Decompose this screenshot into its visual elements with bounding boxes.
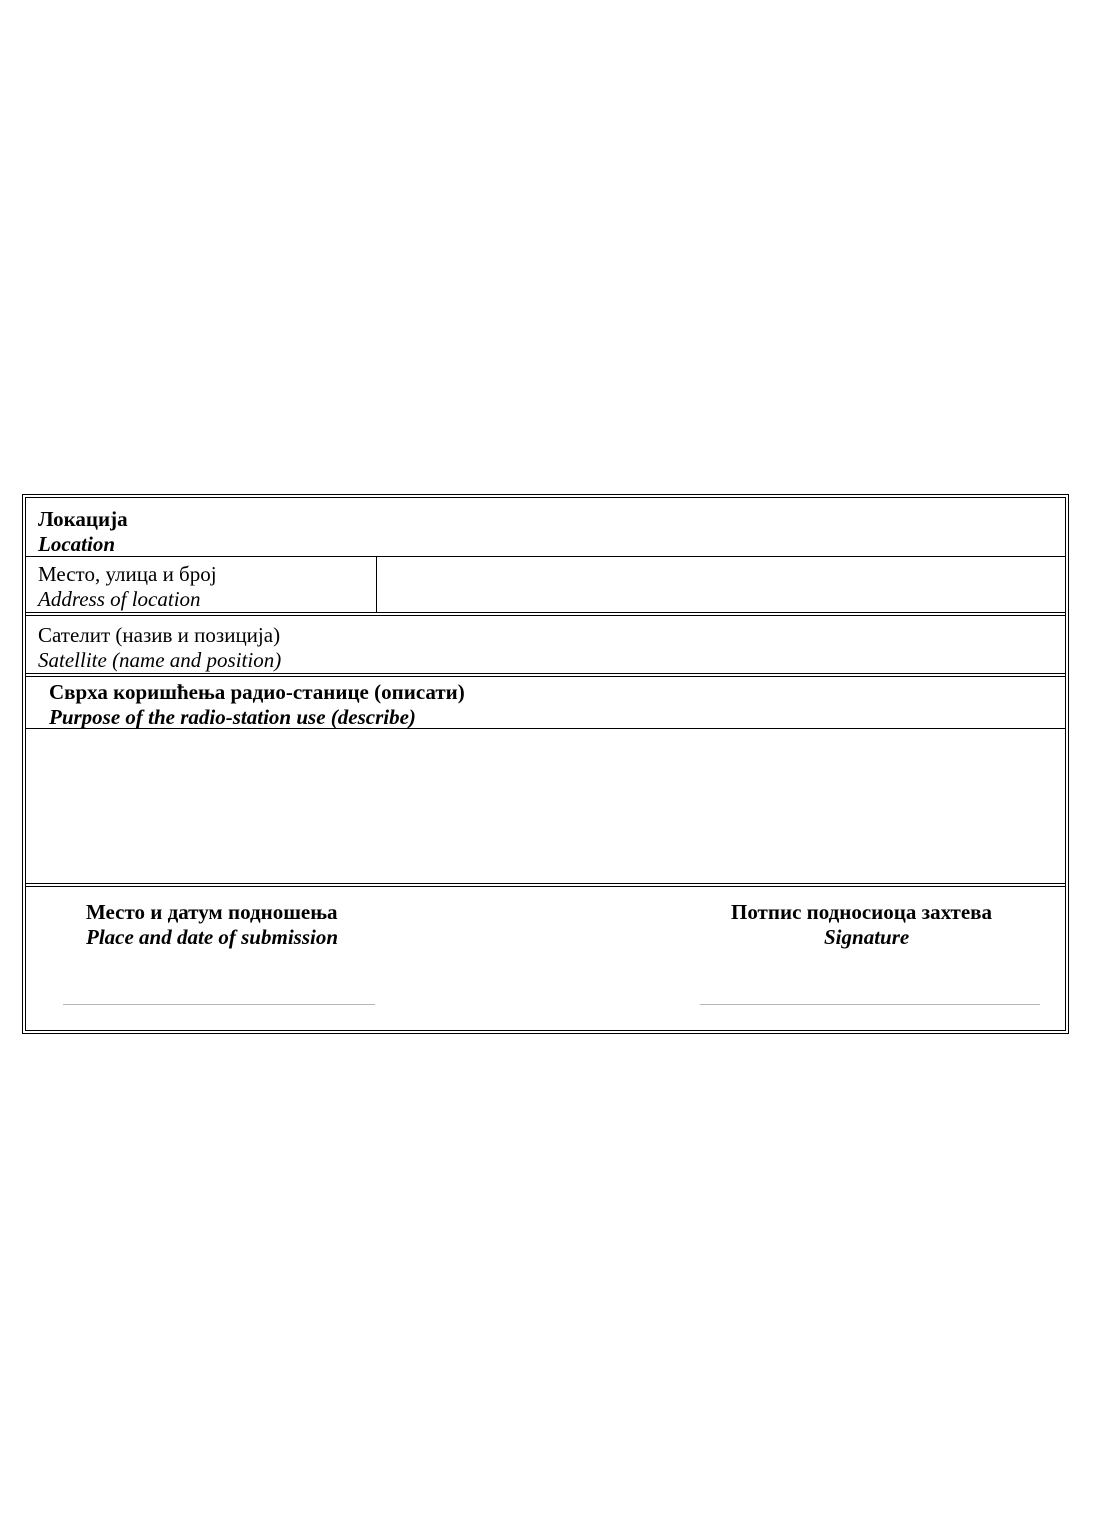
row-divider <box>26 673 1065 674</box>
signature-label: Потпис подносиоца захтева <box>731 900 993 924</box>
address-label-en: Address of location <box>38 587 201 611</box>
submission-label-en: Place and date of submission <box>86 925 339 949</box>
column-divider <box>376 556 377 612</box>
satellite-label-en: Satellite (name and position) <box>38 648 282 672</box>
address-label: Место, улица и број <box>38 562 217 586</box>
location-title-en: Location <box>38 532 115 556</box>
row-divider <box>26 728 1065 729</box>
row-divider-double <box>26 615 1065 616</box>
submission-line[interactable] <box>63 1004 375 1005</box>
signature-label-en: Signature <box>824 925 910 949</box>
row-divider <box>26 883 1065 884</box>
row-divider-double <box>26 676 1065 677</box>
form-inner-border <box>25 497 1066 1031</box>
purpose-label: Сврха коришћења радио-станице (описати) <box>49 680 465 704</box>
application-form-table <box>22 494 1069 1034</box>
address-field[interactable] <box>378 558 1063 610</box>
row-divider <box>26 556 1065 557</box>
satellite-field[interactable] <box>356 618 1061 672</box>
location-title: Локација <box>38 507 128 531</box>
submission-label: Место и датум подношења <box>86 900 338 924</box>
row-divider <box>26 612 1065 613</box>
row-divider-double <box>26 886 1065 887</box>
purpose-label-en: Purpose of the radio-station use (describe) <box>49 705 416 729</box>
purpose-description-field[interactable] <box>28 731 1063 881</box>
satellite-label: Сателит (назив и позиција) <box>38 623 281 647</box>
signature-line[interactable] <box>700 1004 1040 1005</box>
